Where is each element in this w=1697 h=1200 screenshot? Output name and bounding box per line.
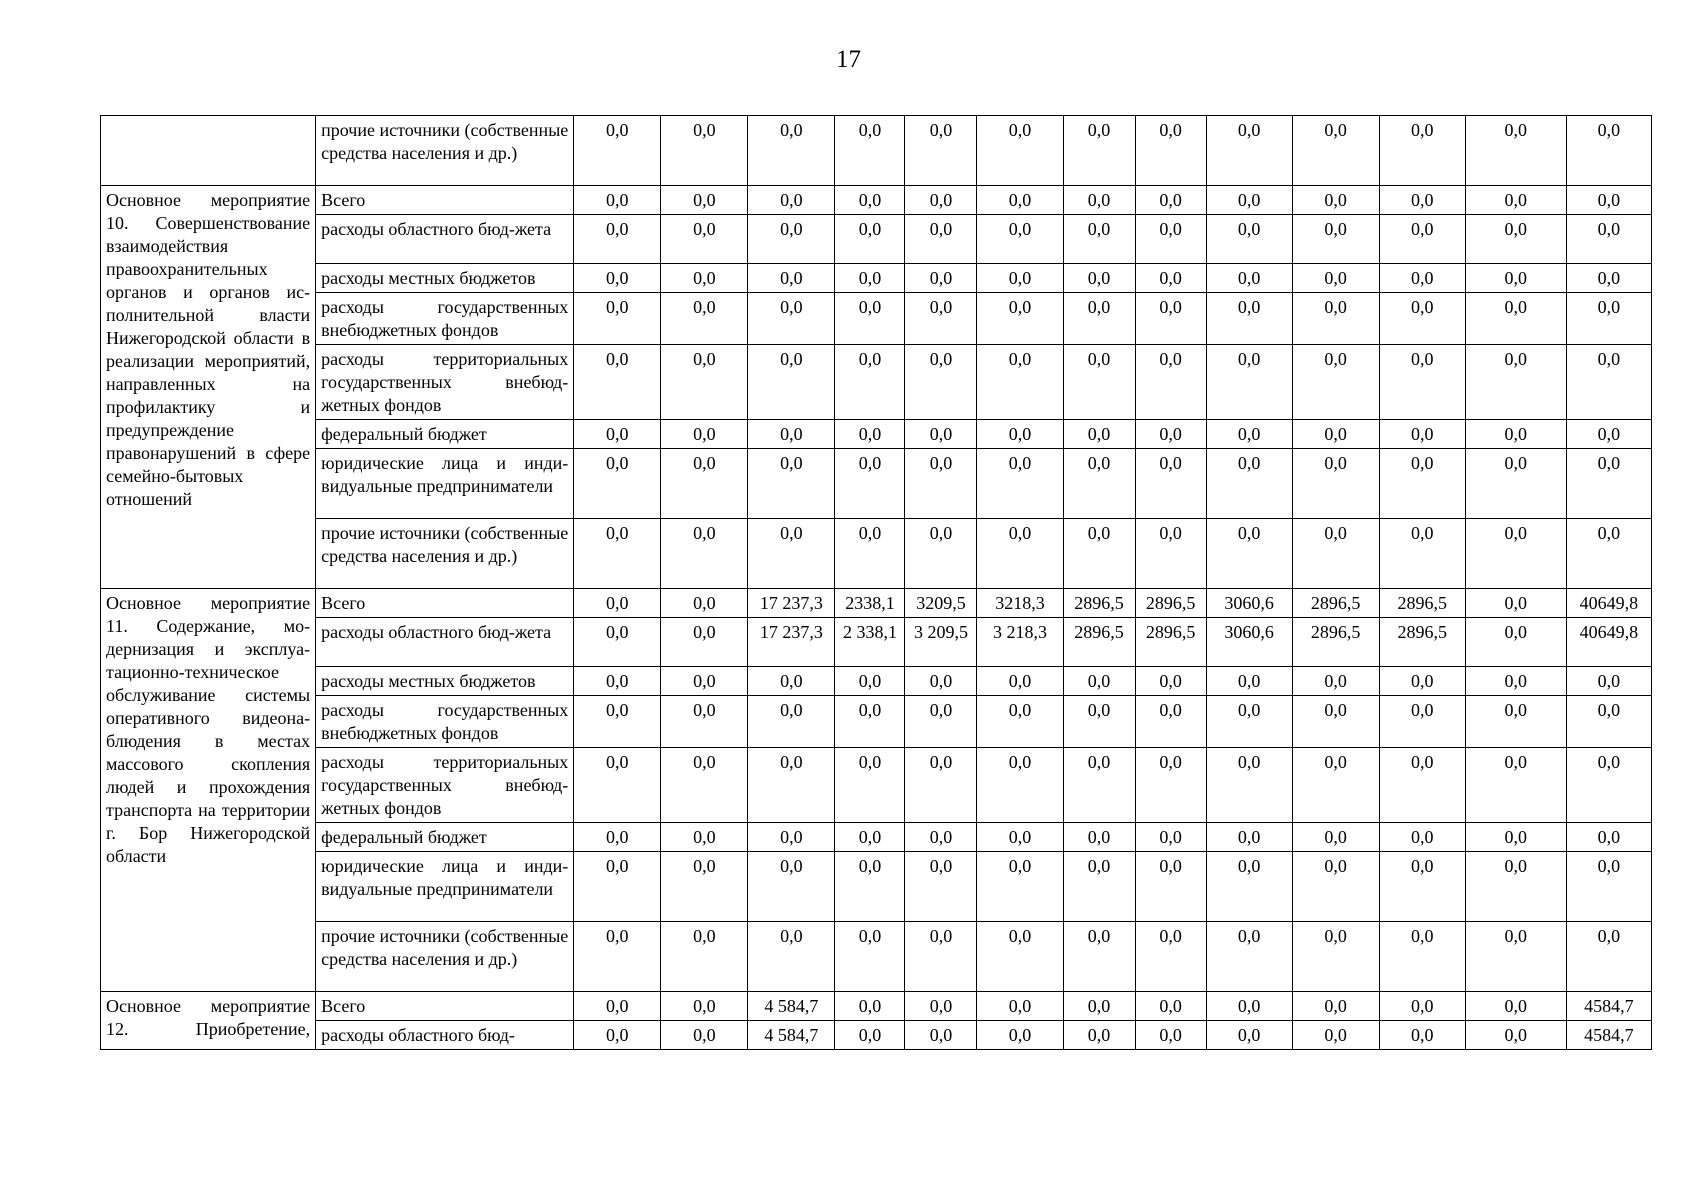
amount-cell: 0,0	[661, 992, 748, 1021]
table-row	[101, 823, 1652, 852]
amount-cell: 0,0	[1465, 1021, 1566, 1050]
page-number: 17	[836, 46, 861, 73]
amount-cell: 2896,5	[1379, 618, 1465, 667]
amount-cell: 4 584,7	[748, 1021, 835, 1050]
amount-cell: 0,0	[905, 823, 977, 852]
amount-cell: 0,0	[1566, 264, 1651, 293]
amount-cell: 0,0	[1063, 449, 1135, 519]
amount-cell: 0,0	[1566, 345, 1651, 420]
table-row	[101, 667, 1652, 696]
amount-cell: 0,0	[574, 589, 661, 618]
amount-cell: 0,0	[1465, 992, 1566, 1021]
amount-cell: 0,0	[1206, 1021, 1292, 1050]
amount-cell: 0,0	[748, 449, 835, 519]
amount-cell: 0,0	[748, 922, 835, 992]
amount-cell: 0,0	[748, 852, 835, 922]
amount-cell: 0,0	[835, 852, 905, 922]
amount-cell: 0,0	[1379, 345, 1465, 420]
amount-cell: 0,0	[661, 618, 748, 667]
amount-cell: 0,0	[1206, 215, 1292, 264]
funding-source-regional: расходы областного бюд-жета	[316, 215, 574, 264]
amount-cell: 0,0	[905, 696, 977, 748]
table-row	[101, 852, 1652, 922]
amount-cell: 0,0	[661, 922, 748, 992]
amount-cell: 0,0	[1566, 186, 1651, 215]
amount-cell: 0,0	[574, 519, 661, 589]
amount-cell: 0,0	[977, 293, 1063, 345]
amount-cell: 0,0	[661, 748, 748, 823]
table-row	[101, 922, 1652, 992]
funding-source-state-funds: расходы государственных внебюджетных фондов	[316, 293, 574, 345]
amount-cell: 0,0	[748, 116, 835, 186]
amount-cell: 0,0	[1063, 519, 1135, 589]
amount-cell: 0,0	[835, 116, 905, 186]
amount-cell: 0,0	[905, 345, 977, 420]
amount-cell: 0,0	[1566, 293, 1651, 345]
amount-cell: 0,0	[905, 293, 977, 345]
funding-source-all: Всего	[316, 186, 574, 215]
amount-cell: 0,0	[1135, 667, 1206, 696]
amount-cell: 0,0	[574, 618, 661, 667]
amount-cell: 0,0	[1379, 696, 1465, 748]
amount-cell: 0,0	[748, 264, 835, 293]
amount-cell: 3218,3	[977, 589, 1063, 618]
amount-cell: 0,0	[1292, 748, 1379, 823]
amount-cell: 0,0	[1465, 922, 1566, 992]
amount-cell: 0,0	[1465, 215, 1566, 264]
amount-cell: 0,0	[1292, 345, 1379, 420]
amount-cell: 0,0	[1063, 186, 1135, 215]
amount-cell: 0,0	[905, 264, 977, 293]
amount-cell: 0,0	[1206, 420, 1292, 449]
amount-cell: 0,0	[1206, 696, 1292, 748]
amount-cell: 0,0	[661, 1021, 748, 1050]
funding-source-other-sources: прочие источники (собственные средства населения и др.)	[316, 922, 574, 992]
amount-cell: 0,0	[1379, 116, 1465, 186]
funding-source-regional: расходы областного бюд-жета	[316, 618, 574, 667]
funding-source-local: расходы местных бюджетов	[316, 264, 574, 293]
amount-cell: 0,0	[1465, 186, 1566, 215]
funding-source-other-sources: прочие источники (собственные средства населения и др.)	[316, 519, 574, 589]
table-row	[101, 345, 1652, 420]
amount-cell: 2896,5	[1379, 589, 1465, 618]
funding-source-federal: федеральный бюджет	[316, 823, 574, 852]
amount-cell: 0,0	[1063, 852, 1135, 922]
amount-cell: 0,0	[977, 215, 1063, 264]
amount-cell: 0,0	[1465, 345, 1566, 420]
amount-cell: 0,0	[661, 116, 748, 186]
amount-cell: 0,0	[1566, 420, 1651, 449]
amount-cell: 0,0	[1292, 420, 1379, 449]
amount-cell: 0,0	[905, 420, 977, 449]
table-row	[101, 215, 1652, 264]
table-row	[101, 186, 1652, 215]
amount-cell: 3 218,3	[977, 618, 1063, 667]
amount-cell: 0,0	[574, 922, 661, 992]
amount-cell: 0,0	[1135, 420, 1206, 449]
amount-cell: 0,0	[835, 748, 905, 823]
table-row	[101, 992, 1652, 1021]
amount-cell: 0,0	[1206, 186, 1292, 215]
funding-source-territorial-funds: расходы территориальных государственных внебюджетных фондов	[316, 345, 574, 420]
amount-cell: 0,0	[835, 449, 905, 519]
amount-cell: 0,0	[1063, 667, 1135, 696]
amount-cell: 0,0	[1379, 992, 1465, 1021]
amount-cell: 0,0	[574, 293, 661, 345]
amount-cell: 0,0	[1206, 116, 1292, 186]
amount-cell: 0,0	[905, 215, 977, 264]
amount-cell: 40649,8	[1566, 589, 1651, 618]
amount-cell: 0,0	[905, 992, 977, 1021]
amount-cell: 0,0	[661, 186, 748, 215]
amount-cell: 0,0	[1063, 1021, 1135, 1050]
amount-cell: 0,0	[1379, 922, 1465, 992]
amount-cell: 0,0	[1379, 667, 1465, 696]
amount-cell: 0,0	[977, 420, 1063, 449]
measure-name: Основное мероприятие 10. Совершенствование взаимодействия правоохранительных органов и органов исполнительной власти Нижегородской области в реализации мероприятий, направленных на профилактику и предупреждение правонарушений в сфере семейно-бытовых отношений	[101, 186, 316, 589]
amount-cell: 0,0	[1135, 1021, 1206, 1050]
amount-cell: 0,0	[835, 519, 905, 589]
amount-cell: 0,0	[1566, 667, 1651, 696]
amount-cell: 0,0	[977, 992, 1063, 1021]
amount-cell: 0,0	[661, 696, 748, 748]
amount-cell: 0,0	[977, 449, 1063, 519]
amount-cell: 0,0	[661, 519, 748, 589]
funding-source-local: расходы местных бюджетов	[316, 667, 574, 696]
amount-cell: 0,0	[1379, 293, 1465, 345]
table-row	[101, 696, 1652, 748]
amount-cell: 0,0	[977, 1021, 1063, 1050]
amount-cell: 0,0	[1465, 852, 1566, 922]
amount-cell: 0,0	[1063, 992, 1135, 1021]
amount-cell: 0,0	[1379, 186, 1465, 215]
funding-source-federal: федеральный бюджет	[316, 420, 574, 449]
amount-cell: 0,0	[905, 667, 977, 696]
amount-cell: 0,0	[574, 992, 661, 1021]
amount-cell: 0,0	[1292, 667, 1379, 696]
amount-cell: 0,0	[1063, 420, 1135, 449]
amount-cell: 0,0	[835, 345, 905, 420]
amount-cell: 2338,1	[835, 589, 905, 618]
amount-cell: 0,0	[1379, 264, 1465, 293]
amount-cell: 0,0	[905, 186, 977, 215]
amount-cell: 0,0	[748, 293, 835, 345]
amount-cell: 0,0	[977, 696, 1063, 748]
amount-cell: 0,0	[1135, 992, 1206, 1021]
table-row	[101, 449, 1652, 519]
amount-cell: 0,0	[1465, 264, 1566, 293]
amount-cell: 0,0	[1292, 922, 1379, 992]
amount-cell: 3209,5	[905, 589, 977, 618]
amount-cell: 0,0	[835, 215, 905, 264]
amount-cell: 0,0	[1566, 823, 1651, 852]
amount-cell: 2896,5	[1292, 618, 1379, 667]
amount-cell: 0,0	[977, 116, 1063, 186]
amount-cell: 0,0	[574, 116, 661, 186]
table-row	[101, 264, 1652, 293]
amount-cell: 0,0	[835, 420, 905, 449]
amount-cell: 2896,5	[1292, 589, 1379, 618]
amount-cell: 0,0	[1566, 116, 1651, 186]
amount-cell: 0,0	[1206, 519, 1292, 589]
amount-cell: 0,0	[748, 696, 835, 748]
funding-source-state-funds: расходы государственных внебюджетных фондов	[316, 696, 574, 748]
amount-cell: 0,0	[977, 823, 1063, 852]
amount-cell: 0,0	[835, 667, 905, 696]
table-row	[101, 519, 1652, 589]
funding-source-legal-entities: юридические лица и индивидуальные предприниматели	[316, 449, 574, 519]
amount-cell: 0,0	[1465, 696, 1566, 748]
amount-cell: 0,0	[661, 345, 748, 420]
amount-cell: 0,0	[835, 293, 905, 345]
funding-table	[100, 115, 1652, 1050]
amount-cell: 0,0	[661, 215, 748, 264]
amount-cell: 0,0	[1292, 1021, 1379, 1050]
amount-cell: 0,0	[977, 345, 1063, 420]
amount-cell: 0,0	[574, 449, 661, 519]
amount-cell: 0,0	[1135, 696, 1206, 748]
amount-cell: 0,0	[1465, 420, 1566, 449]
amount-cell: 0,0	[1206, 823, 1292, 852]
amount-cell: 0,0	[574, 748, 661, 823]
amount-cell: 0,0	[905, 449, 977, 519]
amount-cell: 0,0	[1135, 823, 1206, 852]
amount-cell: 0,0	[1063, 116, 1135, 186]
amount-cell: 0,0	[1566, 519, 1651, 589]
amount-cell: 0,0	[905, 922, 977, 992]
amount-cell: 0,0	[661, 264, 748, 293]
amount-cell: 0,0	[1292, 852, 1379, 922]
amount-cell: 0,0	[1206, 992, 1292, 1021]
amount-cell: 0,0	[1292, 696, 1379, 748]
amount-cell: 0,0	[1379, 519, 1465, 589]
amount-cell: 0,0	[905, 1021, 977, 1050]
amount-cell: 0,0	[1292, 293, 1379, 345]
table-row	[101, 1021, 1652, 1050]
amount-cell: 0,0	[1206, 345, 1292, 420]
amount-cell: 0,0	[1063, 748, 1135, 823]
amount-cell: 0,0	[1135, 116, 1206, 186]
amount-cell: 0,0	[1135, 519, 1206, 589]
amount-cell: 2896,5	[1135, 618, 1206, 667]
amount-cell: 0,0	[1135, 186, 1206, 215]
amount-cell: 4584,7	[1566, 992, 1651, 1021]
amount-cell: 0,0	[1465, 519, 1566, 589]
amount-cell: 0,0	[1292, 992, 1379, 1021]
amount-cell: 0,0	[661, 420, 748, 449]
amount-cell: 0,0	[1063, 215, 1135, 264]
amount-cell: 0,0	[1465, 823, 1566, 852]
amount-cell: 0,0	[905, 116, 977, 186]
amount-cell: 0,0	[835, 922, 905, 992]
amount-cell: 0,0	[1465, 449, 1566, 519]
amount-cell: 0,0	[977, 667, 1063, 696]
measure-continued-cell	[101, 116, 316, 186]
amount-cell: 0,0	[835, 186, 905, 215]
amount-cell: 2896,5	[1135, 589, 1206, 618]
amount-cell: 4 584,7	[748, 992, 835, 1021]
amount-cell: 0,0	[661, 852, 748, 922]
amount-cell: 0,0	[661, 293, 748, 345]
amount-cell: 0,0	[748, 823, 835, 852]
amount-cell: 0,0	[1292, 264, 1379, 293]
amount-cell: 0,0	[1135, 748, 1206, 823]
funding-source-other-sources: прочие источники (собственные средства населения и др.)	[316, 116, 574, 186]
amount-cell: 0,0	[661, 823, 748, 852]
amount-cell: 0,0	[748, 667, 835, 696]
table-row	[101, 116, 1652, 186]
amount-cell: 0,0	[1135, 852, 1206, 922]
amount-cell: 0,0	[977, 748, 1063, 823]
funding-source-all: Всего	[316, 589, 574, 618]
amount-cell: 0,0	[1292, 186, 1379, 215]
amount-cell: 0,0	[748, 215, 835, 264]
amount-cell: 0,0	[1206, 293, 1292, 345]
amount-cell: 0,0	[835, 264, 905, 293]
funding-source-all: Всего	[316, 992, 574, 1021]
amount-cell: 0,0	[1135, 345, 1206, 420]
amount-cell: 0,0	[1379, 823, 1465, 852]
amount-cell: 3 209,5	[905, 618, 977, 667]
amount-cell: 17 237,3	[748, 589, 835, 618]
amount-cell: 0,0	[1206, 852, 1292, 922]
amount-cell: 0,0	[1206, 449, 1292, 519]
amount-cell: 0,0	[1063, 264, 1135, 293]
amount-cell: 0,0	[574, 823, 661, 852]
amount-cell: 0,0	[1135, 449, 1206, 519]
amount-cell: 0,0	[748, 748, 835, 823]
table-row	[101, 748, 1652, 823]
amount-cell: 0,0	[1465, 116, 1566, 186]
amount-cell: 0,0	[1292, 215, 1379, 264]
amount-cell: 0,0	[1379, 449, 1465, 519]
amount-cell: 0,0	[1379, 215, 1465, 264]
amount-cell: 2896,5	[1063, 618, 1135, 667]
amount-cell: 0,0	[574, 215, 661, 264]
measure-name: Основное мероприятие 12. Приобретение,	[101, 992, 316, 1050]
amount-cell: 0,0	[1063, 345, 1135, 420]
amount-cell: 0,0	[1206, 922, 1292, 992]
amount-cell: 0,0	[748, 420, 835, 449]
amount-cell: 0,0	[1063, 696, 1135, 748]
amount-cell: 0,0	[1465, 293, 1566, 345]
amount-cell: 0,0	[1379, 420, 1465, 449]
amount-cell: 0,0	[1135, 215, 1206, 264]
funding-source-regional: расходы областного бюд-	[316, 1021, 574, 1050]
amount-cell: 0,0	[1465, 589, 1566, 618]
amount-cell: 0,0	[574, 696, 661, 748]
amount-cell: 0,0	[661, 589, 748, 618]
amount-cell: 0,0	[835, 823, 905, 852]
amount-cell: 3060,6	[1206, 589, 1292, 618]
amount-cell: 0,0	[1206, 748, 1292, 823]
amount-cell: 3060,6	[1206, 618, 1292, 667]
amount-cell: 0,0	[977, 264, 1063, 293]
amount-cell: 0,0	[574, 345, 661, 420]
amount-cell: 0,0	[1566, 852, 1651, 922]
amount-cell: 0,0	[1135, 922, 1206, 992]
amount-cell: 0,0	[905, 519, 977, 589]
amount-cell: 0,0	[661, 449, 748, 519]
amount-cell: 0,0	[1465, 618, 1566, 667]
amount-cell: 0,0	[1206, 264, 1292, 293]
amount-cell: 0,0	[1292, 449, 1379, 519]
amount-cell: 0,0	[1292, 823, 1379, 852]
measure-name: Основное мероприятие 11. Содержание, модернизация и эксплуатационно-техническое обслуживание системы оперативного видеонаблюдения в местах массового скопления людей и прохождения транспорта на территории г. Бор Нижегородской области	[101, 589, 316, 992]
amount-cell: 0,0	[1135, 264, 1206, 293]
amount-cell: 0,0	[1379, 852, 1465, 922]
table-row	[101, 618, 1652, 667]
table-row	[101, 589, 1652, 618]
amount-cell: 0,0	[1566, 696, 1651, 748]
amount-cell: 0,0	[1063, 922, 1135, 992]
amount-cell: 0,0	[1566, 748, 1651, 823]
amount-cell: 0,0	[1206, 667, 1292, 696]
amount-cell: 0,0	[574, 186, 661, 215]
amount-cell: 0,0	[835, 992, 905, 1021]
amount-cell: 0,0	[748, 345, 835, 420]
amount-cell: 0,0	[977, 186, 1063, 215]
amount-cell: 0,0	[748, 519, 835, 589]
amount-cell: 4584,7	[1566, 1021, 1651, 1050]
amount-cell: 0,0	[574, 420, 661, 449]
amount-cell: 0,0	[1465, 667, 1566, 696]
table-row	[101, 293, 1652, 345]
amount-cell: 0,0	[574, 1021, 661, 1050]
amount-cell: 0,0	[1566, 922, 1651, 992]
amount-cell: 0,0	[1566, 449, 1651, 519]
funding-source-territorial-funds: расходы территориальных государственных внебюджетных фондов	[316, 748, 574, 823]
amount-cell: 0,0	[835, 1021, 905, 1050]
amount-cell: 0,0	[574, 264, 661, 293]
amount-cell: 0,0	[977, 519, 1063, 589]
amount-cell: 0,0	[1566, 215, 1651, 264]
amount-cell: 2 338,1	[835, 618, 905, 667]
amount-cell: 0,0	[977, 922, 1063, 992]
amount-cell: 0,0	[661, 667, 748, 696]
amount-cell: 0,0	[835, 696, 905, 748]
amount-cell: 0,0	[1379, 1021, 1465, 1050]
amount-cell: 0,0	[1063, 823, 1135, 852]
amount-cell: 0,0	[905, 852, 977, 922]
amount-cell: 0,0	[574, 852, 661, 922]
amount-cell: 0,0	[1465, 748, 1566, 823]
amount-cell: 2896,5	[1063, 589, 1135, 618]
amount-cell: 0,0	[1063, 293, 1135, 345]
amount-cell: 17 237,3	[748, 618, 835, 667]
amount-cell: 0,0	[1292, 519, 1379, 589]
amount-cell: 0,0	[748, 186, 835, 215]
amount-cell: 0,0	[1135, 293, 1206, 345]
amount-cell: 0,0	[977, 852, 1063, 922]
amount-cell: 0,0	[574, 667, 661, 696]
amount-cell: 0,0	[905, 748, 977, 823]
funding-source-legal-entities: юридические лица и индивидуальные предприниматели	[316, 852, 574, 922]
table-row	[101, 420, 1652, 449]
amount-cell: 0,0	[1292, 116, 1379, 186]
amount-cell: 0,0	[1379, 748, 1465, 823]
amount-cell: 40649,8	[1566, 618, 1651, 667]
